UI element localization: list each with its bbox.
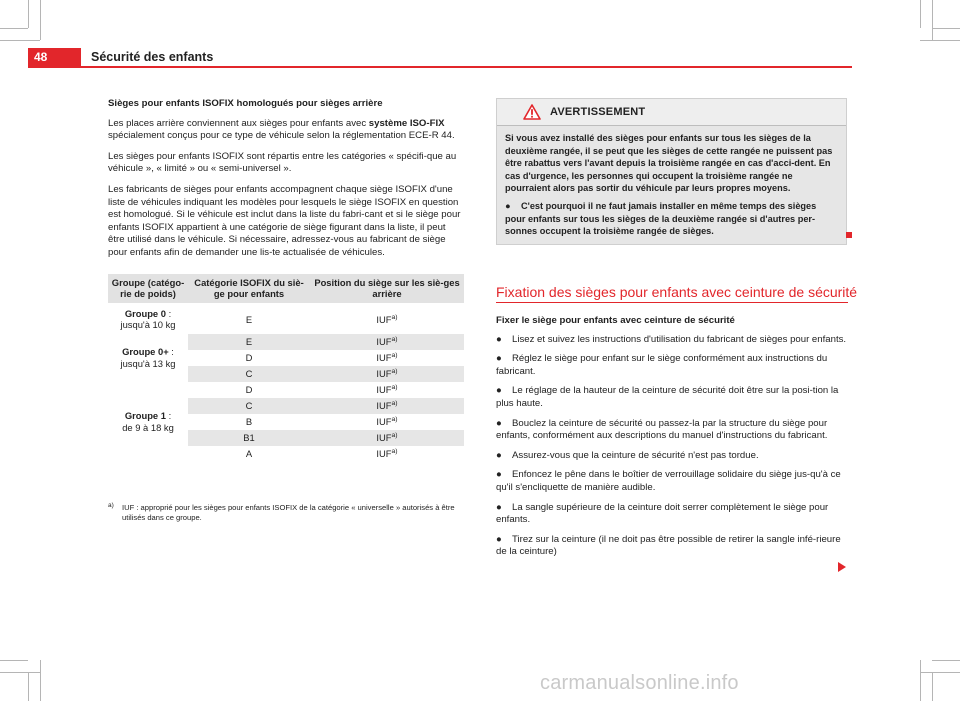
list-item-text: La sangle supérieure de la ceinture doit serrer complètement le siège pour enfants. [496,501,829,526]
end-of-section-marker [846,232,852,238]
crop-mark [920,672,960,673]
table-row [108,304,464,334]
crop-mark [0,672,40,673]
group-name: Groupe 1 [124,410,166,422]
position-value: IUF [376,352,392,364]
group-cell [108,334,188,382]
crop-mark [28,0,29,28]
group-weight: jusqu'à 10 kg [120,319,176,331]
warning-body [497,126,846,238]
group-name: Groupe 0+ [122,346,169,358]
paragraph-3: Les fabricants de sièges pour enfants accompagnent chaque siège ISOFIX d'une liste de véhicules indiquant les modèles pour lesquels le siège ISOFIX en question est homologué. Si le véhicule est inclut dans la liste du fabri-cant et si le siège pour enfants ISOFIX appartient à une catégorie de siège figurant dans la liste, il peut être utilisé dans le véhicule. Si nécessaire, adressez-vous au fabricant de siège pour enfants afin de demander une lis-te actualisée de véhicules. [108,183,461,258]
bullet-icon: ● [496,385,502,397]
footnote-ref: a) [391,351,398,359]
footnote-ref: a) [391,431,398,439]
column-header-group: Groupe (catégo-rie de poids) [108,274,188,304]
list-item-text: Enfoncez le pêne dans le boîtier de verrouillage solidaire du siège jus-qu'à ce qu'il s'encliquette de manière audible. [496,469,841,493]
footnote-mark: a) [108,502,114,509]
warning-bullet-text: C'est pourquoi il ne faut jamais installer en même temps des sièges pour enfants sur tous les sièges de la deuxième rangée si d'autres per-sonnes occupent la troisième rangée de sièges. [505,200,817,237]
list-item [496,334,848,347]
category-cell: D [245,352,253,364]
warning-box [496,98,847,245]
crop-mark [0,28,28,29]
crop-mark [932,28,960,29]
list-item [496,502,848,527]
position-value: IUF [376,313,392,325]
paragraph-1-text: Les places arrière conviennent aux sièges pour enfants avec [108,117,369,129]
warning-bullet-item [505,200,838,238]
list-item [496,385,848,410]
position-cell [310,350,464,366]
group-weight: de 9 à 18 kg [122,421,174,433]
bullet-icon: ● [496,353,502,365]
group-cell [108,382,188,462]
footnote-ref: a) [391,447,398,455]
header-rule [81,66,852,68]
group-colon: : [165,410,172,422]
position-value: IUF [376,368,392,380]
position-cell [310,366,464,382]
position-value: IUF [376,416,392,428]
crop-mark [0,40,40,41]
footnote-text: IUF : approprié pour les sièges pour enfants ISOFIX de la catégorie « universelle » autorisés à être utilisés dans ce groupe. [122,503,455,522]
position-cell [310,414,464,430]
position-cell [310,304,464,334]
footnote-ref: a) [391,335,398,343]
column-header-category: Catégorie ISOFIX du siè-ge pour enfants [188,274,310,304]
warning-paragraph: Si vous avez installé des sièges pour enfants sur tous les sièges de la deuxième rangée, il se peut que les sièges de cette rangée ne puissent pas être rabattus vers l'avant depuis la troisième rangée en cas d'acci-dent. En cas d'urgence, les personnes qui occupent la troisième rangée ne pourraient alors pas sortir du véhicule par leurs propres moyens. [505,133,833,194]
position-cell [310,446,464,462]
next-page-arrow-icon [838,562,846,572]
table-header-row [108,274,464,304]
section-title: Fixation des sièges pour enfants avec ceinture de sécurité [496,284,858,300]
column-header-position: Position du siège sur les siè-ges arrière [310,274,464,304]
category-cell: B [245,416,253,428]
bullet-icon: ● [496,501,502,513]
crop-mark [920,40,960,41]
section-rule [496,302,848,303]
list-item-text: Tirez sur la ceinture (il ne doit pas être possible de retirer la sangle infé-rieure de la ceinture) [496,533,841,558]
group-colon: : [165,307,172,319]
crop-mark [932,672,933,701]
category-cell: D [245,384,253,396]
right-column [496,315,848,566]
category-cell: C [188,366,310,382]
left-column [108,98,464,462]
crop-mark [932,660,960,661]
table-row [108,382,464,398]
crop-mark [920,0,921,28]
group-name: Groupe 0 [124,307,166,319]
list-item [496,450,848,463]
position-cell [310,430,464,446]
list-item [496,353,848,378]
paragraph-1-text-end: spécialement conçus pour ce type de véhicule selon la réglementation ECE-R 44. [108,130,455,142]
position-value: IUF [376,432,392,444]
position-value: IUF [376,400,392,412]
paragraph-1 [108,118,464,143]
list-item-text: Assurez-vous que la ceinture de sécurité n'est pas tordue. [512,449,759,461]
footnote-ref: a) [391,367,398,375]
bullet-icon: ● [496,533,502,545]
warning-header [497,99,846,126]
position-value: IUF [376,384,392,396]
list-item [496,534,848,559]
footnote-ref: a) [391,415,398,423]
footnote-ref: a) [391,399,398,407]
crop-mark [920,660,921,701]
position-cell [310,398,464,414]
isofix-emphasis: système ISO-FIX [368,117,445,129]
category-cell: C [188,398,310,414]
warning-triangle-icon [523,104,541,120]
table-row [108,334,464,350]
bullet-icon: ● [496,333,502,345]
list-item-text: Réglez le siège pour enfant sur le siège conformément aux instructions du fabricant. [496,353,828,377]
bullet-icon: ● [496,417,502,429]
position-value: IUF [376,448,392,460]
warning-title: AVERTISSEMENT [550,106,646,118]
group-colon: : [168,346,174,358]
isofix-table [108,274,464,462]
paragraph-2: Les sièges pour enfants ISOFIX sont répartis entre les catégories « spécifi-que au véhicule », « limité » ou « semi-universel ». [108,150,457,175]
table-footnote [108,503,464,523]
bullet-icon: ● [496,449,502,461]
crop-mark [932,0,933,40]
list-item-text: Le réglage de la hauteur de la ceinture de sécurité doit être sur la posi-tion la plus haute. [496,385,839,409]
footnote-ref: a) [391,313,398,321]
crop-mark [40,0,41,40]
bullet-icon: ● [505,200,511,211]
position-cell [310,382,464,398]
category-cell: A [245,448,253,460]
list-item-text: Bouclez la ceinture de sécurité ou passez-la par la structure du siège pour enfants, conformément aux descriptions du manuel d'instructions du fabricant. [496,417,828,442]
footnote-ref: a) [391,383,398,391]
section-subheading: Fixer le siège pour enfants avec ceinture de sécurité [496,315,735,326]
crop-mark [28,672,29,701]
bullet-icon: ● [496,469,502,481]
position-value: IUF [376,336,392,348]
group-cell [108,304,188,334]
page-number: 48 [34,50,48,64]
list-item [496,418,848,443]
isofix-heading: Sièges pour enfants ISOFIX homologués pour sièges arrière [108,98,383,109]
list-item-text: Lisez et suivez les instructions d'utilisation du fabricant de sièges pour enfants. [512,333,847,345]
category-cell: B1 [188,430,310,446]
crop-mark [0,660,28,661]
category-cell: E [188,334,310,350]
crop-mark [40,660,41,701]
list-item [496,469,848,494]
page-title: Sécurité des enfants [91,50,214,64]
position-cell [310,334,464,350]
group-weight: jusqu'à 13 kg [120,357,176,369]
category-cell: E [245,313,253,325]
watermark: carmanualsonline.info [540,672,739,694]
